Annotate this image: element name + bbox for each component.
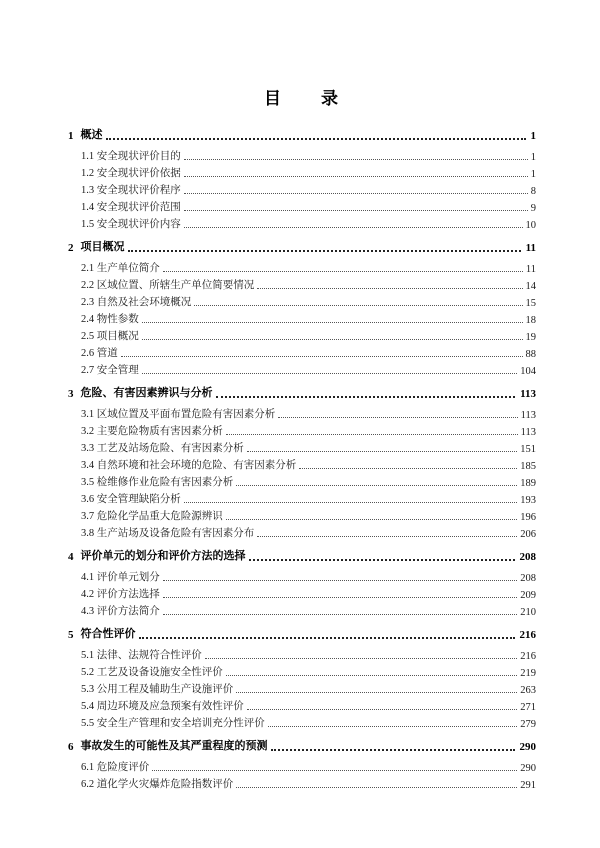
toc-item-entry bbox=[68, 455, 536, 472]
item-title: 3.2 主要危险物质有害因素分析 bbox=[81, 426, 223, 437]
item-title: 2.3 自然及社会环境概况 bbox=[81, 297, 192, 308]
chapter-number: 4 bbox=[68, 551, 74, 563]
toc-chapter-entry bbox=[68, 125, 536, 142]
item-page-number: 189 bbox=[520, 478, 536, 489]
item-page-number: 290 bbox=[520, 763, 536, 774]
chapter-number: 3 bbox=[68, 388, 74, 400]
dot-leader bbox=[247, 709, 518, 710]
chapter-title: 概述 bbox=[80, 129, 103, 141]
dot-leader bbox=[163, 271, 523, 272]
dot-leader bbox=[142, 373, 518, 374]
dot-leader bbox=[249, 559, 515, 561]
item-title: 2.2 区域位置、所辖生产单位简要情况 bbox=[81, 280, 255, 291]
item-title: 3.8 生产站场及设备危险有害因素分布 bbox=[81, 528, 255, 539]
chapter-title: 危险、有害因素辨识与分析 bbox=[80, 387, 213, 399]
item-page-number: 113 bbox=[520, 410, 536, 421]
toc-item-entry bbox=[68, 645, 536, 662]
toc-item-entry bbox=[68, 696, 536, 713]
item-title: 3.6 安全管理缺陷分析 bbox=[81, 494, 181, 505]
item-title: 5.2 工艺及设备设施安全性评价 bbox=[81, 667, 223, 678]
chapter-number: 2 bbox=[68, 242, 74, 254]
toc-item-entry bbox=[68, 584, 536, 601]
chapter-page-number: 208 bbox=[519, 551, 536, 563]
dot-leader bbox=[226, 675, 518, 676]
toc-item-entry bbox=[68, 567, 536, 584]
item-title: 1.3 安全现状评价程序 bbox=[81, 185, 181, 196]
toc-item-entry bbox=[68, 774, 536, 791]
item-title: 4.2 评价方法选择 bbox=[81, 589, 160, 600]
toc-item-entry bbox=[68, 713, 536, 730]
item-title: 5.1 法律、法规符合性评价 bbox=[81, 650, 202, 661]
chapter-number: 5 bbox=[68, 629, 74, 641]
toc-item-entry bbox=[68, 146, 536, 163]
item-title: 3.3 工艺及站场危险、有害因素分析 bbox=[81, 443, 244, 454]
dot-leader bbox=[142, 339, 523, 340]
item-page-number: 193 bbox=[520, 495, 536, 506]
item-page-number: 1 bbox=[530, 169, 536, 180]
toc-chapter-entry bbox=[68, 237, 536, 254]
item-page-number: 279 bbox=[520, 719, 536, 730]
dot-leader bbox=[194, 305, 522, 306]
item-page-number: 8 bbox=[530, 186, 536, 197]
toc-chapter-entry bbox=[68, 546, 536, 563]
item-title: 2.6 管道 bbox=[81, 348, 118, 359]
dot-leader bbox=[236, 692, 517, 693]
item-title: 5.5 安全生产管理和安全培训充分性评价 bbox=[81, 718, 265, 729]
chapter-title: 符合性评价 bbox=[80, 628, 136, 640]
toc-item-entry bbox=[68, 180, 536, 197]
toc-item-entry bbox=[68, 197, 536, 214]
item-title: 5.4 周边环境及应急预案有效性评价 bbox=[81, 701, 244, 712]
chapter-page-number: 11 bbox=[525, 242, 536, 254]
dot-leader bbox=[299, 468, 517, 469]
item-title: 4.1 评价单元划分 bbox=[81, 572, 160, 583]
dot-leader bbox=[184, 193, 528, 194]
dot-leader bbox=[205, 658, 518, 659]
dot-leader bbox=[163, 580, 518, 581]
toc-item-entry bbox=[68, 489, 536, 506]
item-page-number: 1 bbox=[530, 152, 536, 163]
item-page-number: 206 bbox=[520, 529, 536, 540]
item-page-number: 9 bbox=[530, 203, 536, 214]
item-page-number: 219 bbox=[520, 668, 536, 679]
item-title: 1.5 安全现状评价内容 bbox=[81, 219, 181, 230]
toc-item-entry bbox=[68, 601, 536, 618]
dot-leader bbox=[152, 770, 517, 771]
toc-item-entry bbox=[68, 258, 536, 275]
dot-leader bbox=[139, 637, 515, 639]
toc-item-entry bbox=[68, 309, 536, 326]
item-title: 2.1 生产单位简介 bbox=[81, 263, 160, 274]
chapter-title: 事故发生的可能性及其严重程度的预测 bbox=[80, 740, 268, 752]
item-title: 5.3 公用工程及辅助生产设施评价 bbox=[81, 684, 234, 695]
dot-leader bbox=[121, 356, 523, 357]
item-page-number: 216 bbox=[520, 651, 536, 662]
dot-leader bbox=[278, 417, 517, 418]
dot-leader bbox=[268, 726, 518, 727]
chapter-number: 1 bbox=[68, 130, 74, 142]
dot-leader bbox=[216, 396, 516, 398]
dot-leader bbox=[184, 227, 523, 228]
dot-leader bbox=[247, 451, 518, 452]
item-page-number: 11 bbox=[525, 264, 536, 275]
toc-item-entry bbox=[68, 438, 536, 455]
item-title: 6.2 道化学火灾爆炸危险指数评价 bbox=[81, 779, 234, 790]
toc-item-entry bbox=[68, 214, 536, 231]
dot-leader bbox=[184, 210, 528, 211]
item-title: 2.4 物性参数 bbox=[81, 314, 139, 325]
item-title: 6.1 危险度评价 bbox=[81, 762, 150, 773]
item-page-number: 19 bbox=[525, 332, 536, 343]
item-title: 3.7 危险化学品重大危险源辨识 bbox=[81, 511, 223, 522]
item-page-number: 208 bbox=[520, 573, 536, 584]
item-page-number: 18 bbox=[525, 315, 536, 326]
toc-item-entry bbox=[68, 326, 536, 343]
item-title: 2.5 项目概况 bbox=[81, 331, 139, 342]
dot-leader bbox=[226, 434, 518, 435]
dot-leader bbox=[236, 787, 517, 788]
item-title: 3.5 检维修作业危险有害因素分析 bbox=[81, 477, 234, 488]
toc-chapter-entry bbox=[68, 624, 536, 641]
dot-leader bbox=[106, 138, 526, 140]
toc-item-entry bbox=[68, 360, 536, 377]
chapter-page-number: 113 bbox=[520, 388, 536, 400]
dot-leader bbox=[184, 176, 528, 177]
toc-item-entry bbox=[68, 421, 536, 438]
item-title: 3.4 自然环境和社会环境的危险、有害因素分析 bbox=[81, 460, 297, 471]
chapter-title: 评价单元的划分和评价方法的选择 bbox=[80, 550, 246, 562]
toc-item-entry bbox=[68, 523, 536, 540]
item-page-number: 210 bbox=[520, 607, 536, 618]
dot-leader bbox=[226, 519, 518, 520]
toc-item-entry bbox=[68, 292, 536, 309]
dot-leader bbox=[184, 159, 528, 160]
dot-leader bbox=[236, 485, 517, 486]
item-page-number: 271 bbox=[520, 702, 536, 713]
toc-list bbox=[68, 125, 536, 791]
item-page-number: 104 bbox=[520, 366, 536, 377]
item-title: 4.3 评价方法简介 bbox=[81, 606, 160, 617]
toc-item-entry bbox=[68, 506, 536, 523]
dot-leader bbox=[163, 614, 518, 615]
item-page-number: 209 bbox=[520, 590, 536, 601]
chapter-title: 项目概况 bbox=[80, 241, 125, 253]
item-page-number: 15 bbox=[525, 298, 536, 309]
item-title: 1.1 安全现状评价目的 bbox=[81, 151, 181, 162]
item-page-number: 291 bbox=[520, 780, 536, 791]
toc-item-entry bbox=[68, 472, 536, 489]
dot-leader bbox=[184, 502, 518, 503]
toc-chapter-entry bbox=[68, 383, 536, 400]
item-page-number: 151 bbox=[520, 444, 536, 455]
chapter-page-number: 1 bbox=[530, 130, 536, 142]
item-page-number: 185 bbox=[520, 461, 536, 472]
item-title: 2.7 安全管理 bbox=[81, 365, 139, 376]
item-page-number: 88 bbox=[525, 349, 536, 360]
dot-leader bbox=[257, 288, 522, 289]
item-page-number: 263 bbox=[520, 685, 536, 696]
toc-chapter-entry bbox=[68, 736, 536, 753]
page-title: 目 录 bbox=[264, 89, 340, 108]
chapter-number: 6 bbox=[68, 741, 74, 753]
item-page-number: 196 bbox=[520, 512, 536, 523]
dot-leader bbox=[257, 536, 517, 537]
toc-item-entry bbox=[68, 404, 536, 421]
chapter-page-number: 216 bbox=[519, 629, 536, 641]
dot-leader bbox=[128, 250, 521, 252]
item-title: 3.1 区域位置及平面布置危险有害因素分析 bbox=[81, 409, 276, 420]
toc-item-entry bbox=[68, 757, 536, 774]
toc-item-entry bbox=[68, 662, 536, 679]
item-title: 1.2 安全现状评价依据 bbox=[81, 168, 181, 179]
dot-leader bbox=[142, 322, 523, 323]
dot-leader bbox=[163, 597, 518, 598]
toc-item-entry bbox=[68, 275, 536, 292]
item-page-number: 113 bbox=[520, 427, 536, 438]
toc-item-entry bbox=[68, 679, 536, 696]
toc-item-entry bbox=[68, 343, 536, 360]
chapter-page-number: 290 bbox=[519, 741, 536, 753]
item-title: 1.4 安全现状评价范围 bbox=[81, 202, 181, 213]
dot-leader bbox=[271, 749, 515, 751]
item-page-number: 14 bbox=[525, 281, 536, 292]
toc-item-entry bbox=[68, 163, 536, 180]
item-page-number: 10 bbox=[525, 220, 536, 231]
